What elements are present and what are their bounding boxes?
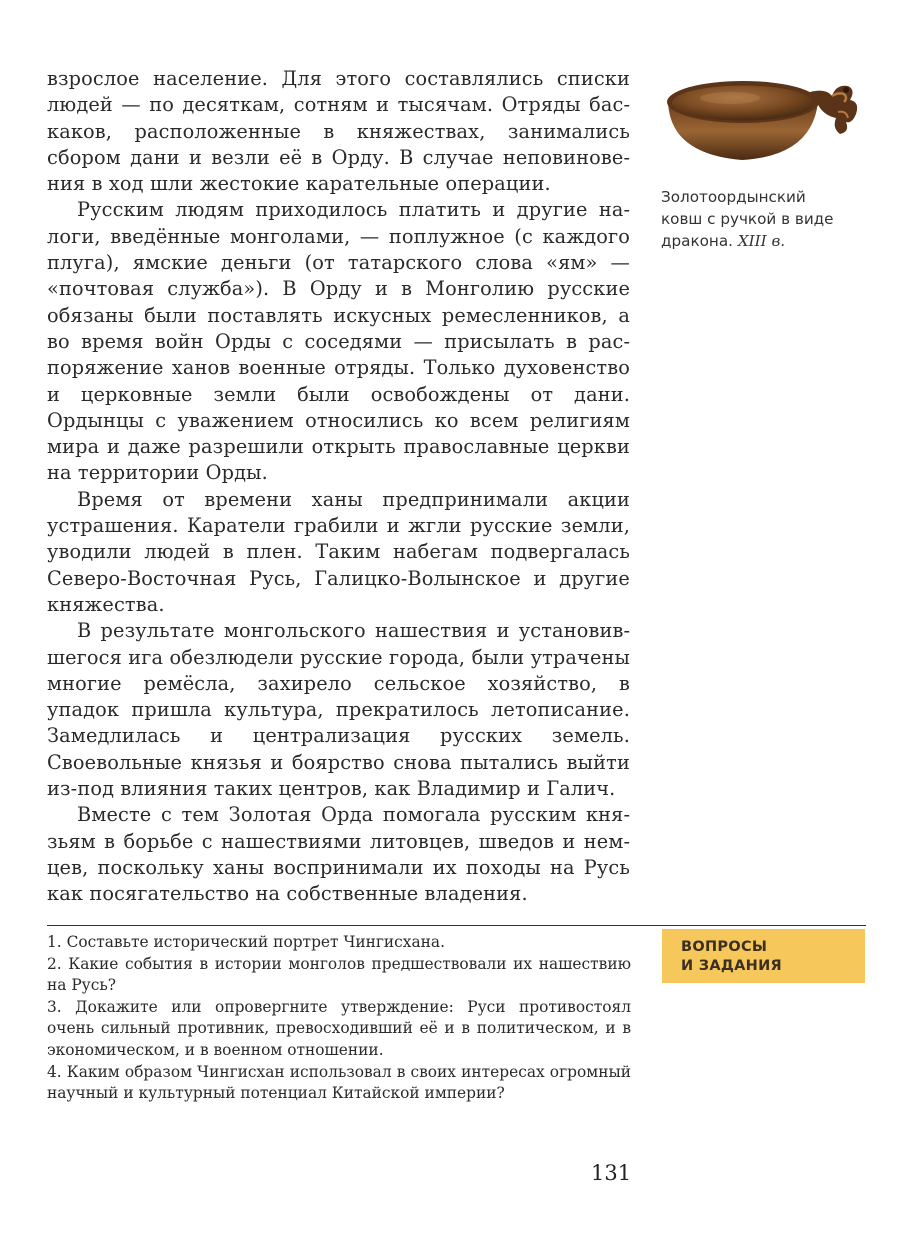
questions-list [47, 932, 631, 1105]
dragon-ladle-image [660, 72, 865, 172]
paragraph: В результате монгольского нашествия и установившегося ига обезлюдели русские города, были утрачены многие ремёсла, захирело сельское хозяйство, в упадок пришла культура, прекратилось летописание. Замедлилась и централизация русских земель. Своевольные князья и боярство снова пытались выйти из-под влияния таких центров, как Владимир и Галич. [47, 619, 630, 801]
question-item: 1. Составьте исторический портрет Чингисхана. [47, 933, 445, 951]
caption-line: ковш с ручкой в виде [661, 210, 834, 228]
paragraph: Русским людям приходилось платить и другие налоги, введённые монголами, — поплужное (с каждого плуга), ямские деньги (от татарского слова «ям» — «почтовая служба»). В Орду и в Монголию русские обязаны были поставлять искусных ремесленников, а во время войн Орды с соседями — присылать в распоряжение ханов военные отряды. Только духовенство и церковные земли были освобождены от дани. Ордынцы с уважением относились ко всем религиям мира и даже разрешили открыть православные церкви на территории Орды. [47, 198, 630, 485]
question-item: 4. Каким образом Чингисхан использовал в своих интересах огромный научный и культурный потенциал Китайской империи? [47, 1062, 631, 1103]
page-number: 131 [591, 1161, 632, 1185]
paragraph: взрослое население. Для этого составлялись списки людей — по десяткам, сотням и тысячам. Отряды баскаков, расположенные в княжествах, занимались сбором дани и везли её в Орду. В случае неповиновения в ход шли жестокие карательные операции. [47, 67, 630, 196]
badge-line: ВОПРОСЫ [681, 939, 768, 955]
section-divider [47, 925, 866, 926]
image-caption [661, 186, 871, 252]
questions-badge [662, 929, 865, 983]
question-item: 2. Какие события в истории монголов предшествовали их нашествию на Русь? [47, 954, 631, 995]
paragraph: Вместе с тем Золотая Орда помогала русским князьям в борьбе с нашествиями литовцев, шведов и немцев, поскольку ханы воспринимали их походы на Русь как посягательство на собственные владения. [47, 803, 630, 906]
caption-line [661, 230, 871, 252]
caption-line: Золотоордынский [661, 188, 806, 206]
main-text [47, 66, 630, 908]
caption-text: дракона. [661, 232, 733, 250]
paragraph: Время от времени ханы предпринимали акции устрашения. Каратели грабили и жгли русские земли, уводили людей в плен. Таким набегам подвергалась Северо-Восточная Русь, Галицко-Волынское и другие княжества. [47, 487, 630, 616]
question-item: 3. Докажите или опровергните утверждение: Руси противостоял очень сильный противник, превосходивший её и в политическом, и в экономическом, и в военном отношении. [47, 997, 631, 1059]
badge-line: И ЗАДАНИЯ [681, 958, 782, 974]
caption-century: XIII в. [737, 232, 786, 250]
